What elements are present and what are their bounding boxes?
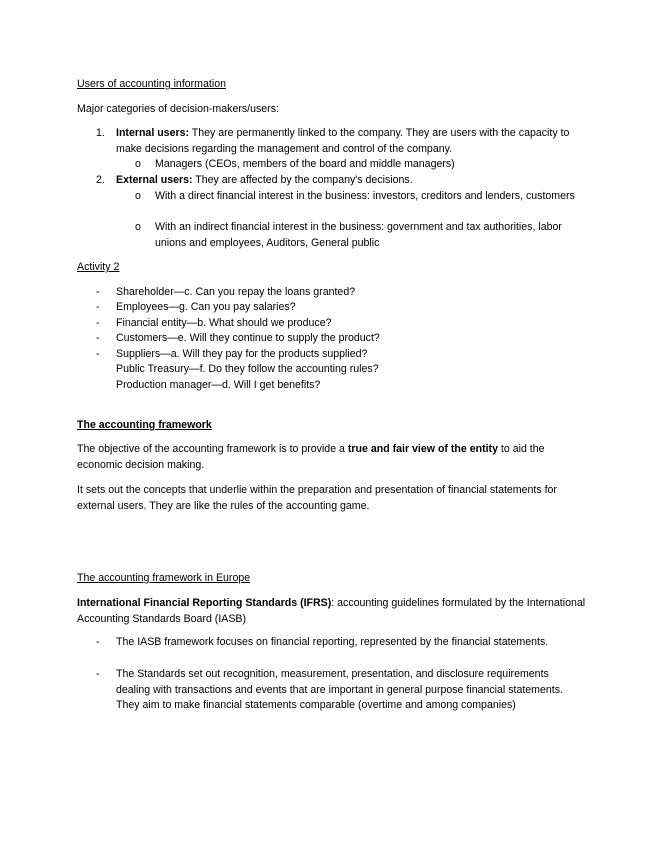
emphasis: true and fair view of the entity	[347, 443, 498, 455]
europe-paragraph	[77, 596, 587, 627]
sub-bullet: o	[135, 190, 141, 202]
activity-continuation: Public Treasury—f. Do they follow the accounting rules?	[116, 363, 379, 375]
term-description: They are permanently linked to the company. They are users with the capacity to make decisions regarding the management and control of the company.	[116, 127, 570, 155]
sub-list-item: With an indirect financial interest in the business: government and tax authorities, labor unions and employees, Auditors, General public	[155, 221, 562, 249]
activity-continuation: Production manager—d. Will I get benefits?	[116, 379, 321, 391]
activity-item: Customers—e. Will they continue to supply the product?	[116, 332, 380, 344]
europe-list-item: The Standards set out recognition, measurement, presentation, and disclosure requirements dealing with transactions and events that are important in general purpose financial statements. They aim to make financial statements comparable (overtime and among companies)	[116, 668, 563, 711]
section-heading-users: Users of accounting information	[77, 78, 226, 90]
sub-bullet: o	[135, 221, 141, 233]
list-item-external-users	[116, 173, 586, 189]
dash-bullet: -	[96, 332, 100, 344]
term-label: External users:	[116, 174, 193, 186]
activity-item: Financial entity—b. What should we produce?	[116, 317, 332, 329]
list-item-internal-users	[116, 126, 586, 157]
activity-item: Employees—g. Can you pay salaries?	[116, 301, 296, 313]
text-run: The objective of the accounting framework is to provide a	[77, 443, 348, 455]
term-label: Internal users:	[116, 127, 190, 139]
section-heading-europe: The accounting framework in Europe	[77, 572, 251, 584]
framework-paragraph-2: It sets out the concepts that underlie within the preparation and presentation of financial statements for external users. They are like the rules of the accounting game.	[77, 484, 557, 512]
text-run: to aid the economic decision making.	[77, 443, 545, 471]
dash-bullet: -	[96, 668, 100, 680]
emphasis: International Financial Reporting Standards (IFRS)	[77, 597, 332, 609]
section-heading-framework: The accounting framework	[77, 419, 212, 431]
dash-bullet: -	[96, 317, 100, 329]
dash-bullet: -	[96, 348, 100, 360]
list-number: 2.	[96, 174, 105, 186]
sub-bullet: o	[135, 158, 141, 170]
activity-item: Shareholder—c. Can you repay the loans granted?	[116, 286, 356, 298]
term-description: They are affected by the company's decisions.	[192, 174, 413, 186]
dash-bullet: -	[96, 286, 100, 298]
sub-list-item: Managers (CEOs, members of the board and middle managers)	[155, 158, 455, 170]
list-number: 1.	[96, 127, 105, 139]
dash-bullet: -	[96, 636, 100, 648]
section-heading-activity: Activity 2	[77, 261, 120, 273]
framework-paragraph-1	[77, 442, 587, 473]
europe-list-item: The IASB framework focuses on financial reporting, represented by the financial statements.	[116, 636, 549, 648]
dash-bullet: -	[96, 301, 100, 313]
text-run: : accounting guidelines formulated by the International Accounting Standards Board (IASB)	[77, 597, 586, 625]
users-intro: Major categories of decision-makers/users:	[77, 103, 279, 115]
activity-item: Suppliers—a. Will they pay for the products supplied?	[116, 348, 368, 360]
sub-list-item: With a direct financial interest in the business: investors, creditors and lenders, customers	[155, 190, 575, 202]
